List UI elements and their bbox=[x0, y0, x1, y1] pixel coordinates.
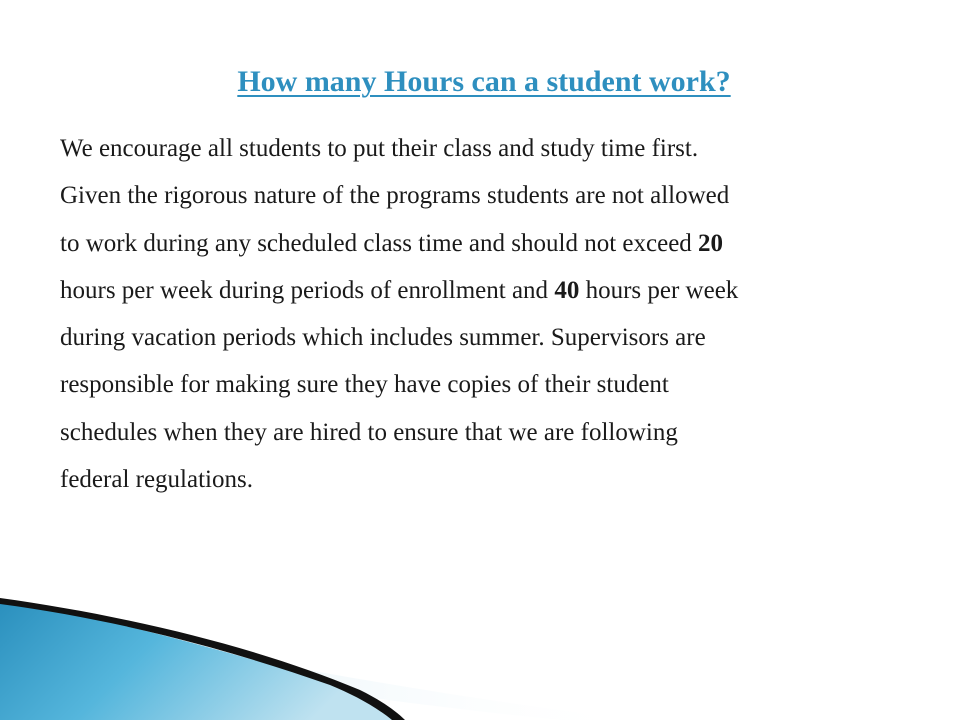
body-line-8 bbox=[60, 456, 920, 503]
body-line-7 bbox=[60, 409, 920, 456]
body-line-5 bbox=[60, 314, 920, 361]
body-line-4-text: hours per week during periods of enrollment and bbox=[60, 276, 555, 304]
blue-swoosh-shape bbox=[0, 600, 395, 720]
body-line-4-after: hours per week bbox=[579, 276, 739, 304]
body-line-3-text: to work during any scheduled class time and should not exceed bbox=[60, 229, 699, 257]
slide-title: How many Hours can a student work? bbox=[237, 65, 731, 98]
body-line-8-text: federal regulations. bbox=[60, 466, 253, 494]
body-line-1 bbox=[60, 125, 920, 172]
body-line-2-text: Given the rigorous nature of the programs students are not allowed bbox=[60, 182, 730, 210]
hours-enrollment-value: 20 bbox=[698, 229, 724, 257]
dark-swoosh-shape bbox=[0, 598, 405, 720]
body-line-7-text: schedules when they are hired to ensure that we are following bbox=[60, 418, 678, 446]
hours-vacation-value: 40 bbox=[554, 276, 580, 304]
body-line-5-text: during vacation periods which includes summer. Supervisors are bbox=[60, 324, 706, 352]
body-line-6-text: responsible for making sure they have copies of their student bbox=[60, 371, 669, 399]
body-line-6 bbox=[60, 361, 920, 408]
body-line-4 bbox=[60, 267, 920, 314]
body-line-3 bbox=[60, 220, 920, 267]
body-line-1-text: We encourage all students to put their class and study time first. bbox=[60, 135, 699, 162]
body-line-2 bbox=[60, 172, 920, 219]
slide-body bbox=[60, 125, 920, 503]
pale-swoosh-shape bbox=[0, 612, 640, 720]
